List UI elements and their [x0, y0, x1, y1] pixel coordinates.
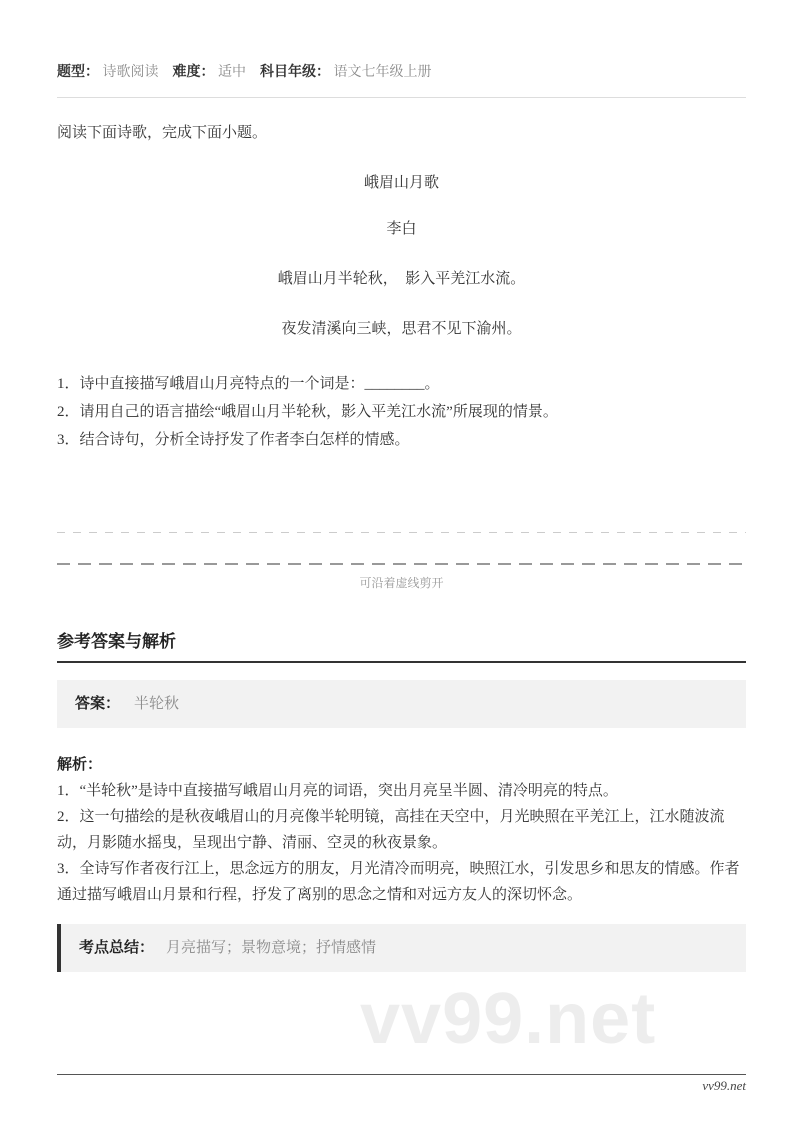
key-points-box [57, 924, 746, 972]
meta-value-question-type: 诗歌阅读 [102, 65, 159, 80]
meta-label-question-type: 题型： [57, 63, 99, 79]
question-1: 1．诗中直接描写峨眉山月亮特点的一个词是：________。 [57, 376, 440, 392]
answer-box [57, 680, 746, 728]
watermark-text: vv99.net [360, 979, 657, 1059]
footer-site-name: vv99.net [702, 1078, 746, 1093]
analysis-label: 解析： [57, 756, 103, 773]
question-2: 2．请用自己的语言描绘“峨眉山月半轮秋，影入平羌江水流”所展现的情景。 [57, 404, 558, 420]
meta-field-subject-grade [260, 62, 432, 82]
analysis-section [57, 752, 746, 908]
meta-label-subject-grade: 科目年级： [260, 63, 330, 79]
meta-field-difficulty [173, 62, 247, 82]
doc-meta-header [57, 0, 746, 82]
footer-divider [57, 1074, 746, 1075]
meta-label-difficulty: 难度： [172, 63, 215, 79]
meta-value-subject-grade: 语文七年级上册 [333, 65, 432, 80]
poem-author: 李白 [386, 221, 417, 237]
question-list [57, 370, 746, 454]
poem-title: 峨眉山月歌 [363, 175, 439, 191]
header-divider [57, 97, 746, 98]
answer-value: 半轮秋 [134, 696, 180, 712]
poem-line-2: 夜发清溪向三峡，思君不见下渝州。 [281, 321, 522, 337]
analysis-item-1: 1．“半轮秋”是诗中直接描写峨眉山月亮的词语，突出月亮呈半圆、清冷明亮的特点。 [57, 783, 618, 799]
cut-hint-text: 可沿着虚线剪开 [359, 576, 444, 590]
answers-heading: 参考答案与解析 [57, 627, 746, 663]
meta-value-difficulty: 适中 [218, 65, 246, 80]
cut-line-dark [57, 563, 746, 565]
question-3: 3．结合诗句，分析全诗抒发了作者李白怎样的情感。 [57, 432, 410, 448]
answer-label: 答案： [75, 695, 121, 712]
analysis-item-2: 2．这一句描绘的是秋夜峨眉山的月亮像半轮明镜，高挂在天空中，月光映照在平羌江上，江水随波流动，月影随水摇曳，呈现出宁静、清丽、空灵的秋夜景象。 [57, 809, 725, 851]
analysis-item-3: 3．全诗写作者夜行江上，思念远方的朋友，月光清冷而明亮，映照江水，引发思乡和思友的情感。作者通过描写峨眉山月景和行程，抒发了离别的思念之情和对远方友人的深切怀念。 [57, 861, 740, 903]
page-footer [57, 1074, 746, 1094]
poem-line-1: 峨眉山月半轮秋， 影入平羌江水流。 [277, 271, 526, 287]
meta-field-question-type [57, 62, 159, 82]
key-points-label: 考点总结： [79, 939, 155, 956]
key-points-value: 月亮描写；景物意境；抒情感情 [166, 940, 377, 956]
reading-intro: 阅读下面诗歌，完成下面小题。 [57, 125, 268, 141]
cut-line-light [57, 532, 746, 533]
